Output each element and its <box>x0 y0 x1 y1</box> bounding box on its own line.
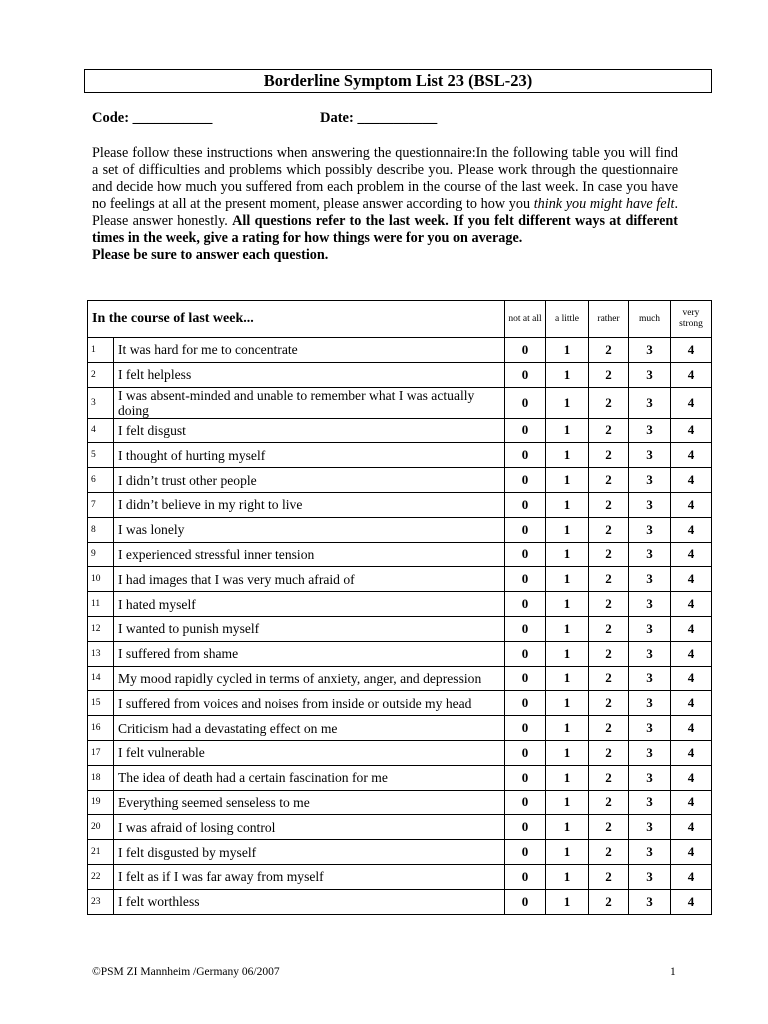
rating-option[interactable]: 0 <box>505 468 546 493</box>
rating-option[interactable]: 1 <box>546 418 589 443</box>
table-row <box>88 740 712 765</box>
instructions-bold-answer-all: Please be sure to answer each question. <box>92 247 329 263</box>
rating-option[interactable]: 3 <box>629 542 671 567</box>
rating-option[interactable]: 3 <box>629 641 671 666</box>
rating-option[interactable]: 0 <box>505 362 546 387</box>
item-number: 18 <box>88 765 114 790</box>
rating-option[interactable]: 3 <box>629 616 671 641</box>
instructions-text-end: . Please answer honestly. <box>92 196 678 229</box>
item-text: I thought of hurting myself <box>114 443 505 468</box>
rating-option[interactable]: 4 <box>671 864 712 889</box>
table-row <box>88 616 712 641</box>
rating-option[interactable]: 4 <box>671 840 712 865</box>
table-row <box>88 567 712 592</box>
instructions-bold-week: All questions refer to the last week. If you felt different ways at different times in the week, give a rating for how things were for you on average. <box>92 213 678 246</box>
rating-option[interactable]: 3 <box>629 864 671 889</box>
option-header: a little <box>546 301 589 338</box>
item-number: 3 <box>88 387 114 418</box>
rating-option[interactable]: 1 <box>546 864 589 889</box>
item-number: 20 <box>88 815 114 840</box>
instructions <box>92 145 678 264</box>
table-row <box>88 362 712 387</box>
item-number: 17 <box>88 740 114 765</box>
rating-option[interactable]: 2 <box>589 338 629 363</box>
rating-option[interactable]: 0 <box>505 418 546 443</box>
item-text: I hated myself <box>114 592 505 617</box>
rating-option[interactable]: 2 <box>589 691 629 716</box>
table-row <box>88 492 712 517</box>
table-row <box>88 691 712 716</box>
rating-option[interactable]: 3 <box>629 443 671 468</box>
table-row <box>88 840 712 865</box>
item-number: 1 <box>88 338 114 363</box>
rating-option[interactable]: 3 <box>629 691 671 716</box>
rating-option[interactable]: 2 <box>589 790 629 815</box>
rating-option[interactable]: 0 <box>505 387 546 418</box>
rating-option[interactable]: 1 <box>546 517 589 542</box>
item-number: 7 <box>88 492 114 517</box>
item-number: 19 <box>88 790 114 815</box>
rating-option[interactable]: 1 <box>546 740 589 765</box>
rating-option[interactable]: 1 <box>546 338 589 363</box>
rating-option[interactable]: 4 <box>671 517 712 542</box>
table-row <box>88 517 712 542</box>
rating-option[interactable]: 0 <box>505 592 546 617</box>
rating-option[interactable]: 4 <box>671 592 712 617</box>
questionnaire-table <box>87 300 712 915</box>
rating-option[interactable]: 2 <box>589 592 629 617</box>
option-header: much <box>629 301 671 338</box>
rating-option[interactable]: 2 <box>589 815 629 840</box>
instructions-text: Please follow these instructions when answering the questionnaire:In the following table you will find a set of difficulties and problems which possibly describe you. Please work through the questionnaire and decide how much you suffered from each problem in the course of the last week. In case you have no feelings at all at the present moment, please answer according to how you <box>92 145 678 212</box>
item-number: 2 <box>88 362 114 387</box>
code-field[interactable]: Code: ___________ <box>92 110 213 126</box>
rating-option[interactable]: 3 <box>629 765 671 790</box>
item-text: I felt as if I was far away from myself <box>114 864 505 889</box>
table-row <box>88 765 712 790</box>
item-text: I felt worthless <box>114 889 505 914</box>
item-text: I was afraid of losing control <box>114 815 505 840</box>
page-title: Borderline Symptom List 23 (BSL-23) <box>84 69 712 93</box>
rating-option[interactable]: 0 <box>505 641 546 666</box>
rating-option[interactable]: 3 <box>629 666 671 691</box>
item-number: 8 <box>88 517 114 542</box>
rating-option[interactable]: 1 <box>546 616 589 641</box>
item-text: I felt vulnerable <box>114 740 505 765</box>
rating-option[interactable]: 0 <box>505 666 546 691</box>
rating-option[interactable]: 0 <box>505 889 546 914</box>
rating-option[interactable]: 1 <box>546 443 589 468</box>
rating-option[interactable]: 3 <box>629 338 671 363</box>
item-text: I suffered from shame <box>114 641 505 666</box>
item-text: I felt disgusted by myself <box>114 840 505 865</box>
table-header-label: In the course of last week... <box>88 301 505 338</box>
table-row <box>88 443 712 468</box>
rating-option[interactable]: 1 <box>546 691 589 716</box>
rating-option[interactable]: 2 <box>589 418 629 443</box>
rating-option[interactable]: 3 <box>629 815 671 840</box>
footer-copyright: ©PSM ZI Mannheim /Germany 06/2007 <box>92 966 280 978</box>
rating-option[interactable]: 1 <box>546 387 589 418</box>
rating-option[interactable]: 0 <box>505 517 546 542</box>
rating-option[interactable]: 2 <box>589 666 629 691</box>
rating-option[interactable]: 4 <box>671 616 712 641</box>
rating-option[interactable]: 2 <box>589 567 629 592</box>
item-text: I didn’t believe in my right to live <box>114 492 505 517</box>
rating-option[interactable]: 0 <box>505 567 546 592</box>
rating-option[interactable]: 4 <box>671 387 712 418</box>
rating-option[interactable]: 4 <box>671 889 712 914</box>
rating-option[interactable]: 4 <box>671 815 712 840</box>
rating-option[interactable]: 1 <box>546 492 589 517</box>
table-row <box>88 716 712 741</box>
rating-option[interactable]: 2 <box>589 840 629 865</box>
rating-option[interactable]: 4 <box>671 666 712 691</box>
item-text: Everything seemed senseless to me <box>114 790 505 815</box>
rating-option[interactable]: 4 <box>671 740 712 765</box>
rating-option[interactable]: 1 <box>546 765 589 790</box>
rating-option[interactable]: 0 <box>505 443 546 468</box>
table-row <box>88 542 712 567</box>
item-text: I suffered from voices and noises from inside or outside my head <box>114 691 505 716</box>
rating-option[interactable]: 4 <box>671 468 712 493</box>
date-field[interactable]: Date: ___________ <box>320 110 438 126</box>
rating-option[interactable]: 0 <box>505 691 546 716</box>
rating-option[interactable]: 3 <box>629 492 671 517</box>
rating-option[interactable]: 4 <box>671 492 712 517</box>
rating-option[interactable]: 0 <box>505 765 546 790</box>
rating-option[interactable]: 4 <box>671 362 712 387</box>
rating-option[interactable]: 1 <box>546 641 589 666</box>
rating-option[interactable]: 4 <box>671 567 712 592</box>
table-row <box>88 418 712 443</box>
item-text: I was absent-minded and unable to remember what I was actually doing <box>114 387 505 418</box>
table-row <box>88 815 712 840</box>
rating-option[interactable]: 1 <box>546 468 589 493</box>
rating-option[interactable]: 1 <box>546 790 589 815</box>
item-number: 23 <box>88 889 114 914</box>
rating-option[interactable]: 0 <box>505 740 546 765</box>
table-row <box>88 790 712 815</box>
rating-option[interactable]: 3 <box>629 840 671 865</box>
rating-option[interactable]: 3 <box>629 740 671 765</box>
item-number: 22 <box>88 864 114 889</box>
item-number: 15 <box>88 691 114 716</box>
rating-option[interactable]: 0 <box>505 864 546 889</box>
instructions-italic: think you might have felt <box>533 196 675 212</box>
rating-option[interactable]: 1 <box>546 666 589 691</box>
option-header: very strong <box>671 301 712 338</box>
rating-option[interactable]: 3 <box>629 889 671 914</box>
rating-option[interactable]: 2 <box>589 362 629 387</box>
table-row <box>88 468 712 493</box>
rating-option[interactable]: 4 <box>671 641 712 666</box>
rating-option[interactable]: 2 <box>589 740 629 765</box>
item-number: 10 <box>88 567 114 592</box>
option-header: rather <box>589 301 629 338</box>
item-text: Criticism had a devastating effect on me <box>114 716 505 741</box>
rating-option[interactable]: 3 <box>629 567 671 592</box>
rating-option[interactable]: 2 <box>589 864 629 889</box>
item-text: The idea of death had a certain fascination for me <box>114 765 505 790</box>
rating-option[interactable]: 0 <box>505 338 546 363</box>
rating-option[interactable]: 3 <box>629 418 671 443</box>
item-number: 4 <box>88 418 114 443</box>
item-number: 9 <box>88 542 114 567</box>
item-number: 5 <box>88 443 114 468</box>
rating-option[interactable]: 3 <box>629 716 671 741</box>
item-text: My mood rapidly cycled in terms of anxiety, anger, and depression <box>114 666 505 691</box>
rating-option[interactable]: 4 <box>671 338 712 363</box>
item-number: 12 <box>88 616 114 641</box>
rating-option[interactable]: 1 <box>546 889 589 914</box>
option-header: not at all <box>505 301 546 338</box>
item-text: I was lonely <box>114 517 505 542</box>
rating-option[interactable]: 4 <box>671 542 712 567</box>
table-row <box>88 338 712 363</box>
table-row <box>88 592 712 617</box>
rating-option[interactable]: 1 <box>546 592 589 617</box>
rating-option[interactable]: 2 <box>589 492 629 517</box>
rating-option[interactable]: 2 <box>589 443 629 468</box>
rating-option[interactable]: 4 <box>671 443 712 468</box>
rating-option[interactable]: 0 <box>505 716 546 741</box>
rating-option[interactable]: 4 <box>671 765 712 790</box>
table-row <box>88 666 712 691</box>
rating-option[interactable]: 2 <box>589 616 629 641</box>
rating-option[interactable]: 0 <box>505 542 546 567</box>
item-text: I had images that I was very much afraid of <box>114 567 505 592</box>
rating-option[interactable]: 2 <box>589 765 629 790</box>
rating-option[interactable]: 0 <box>505 616 546 641</box>
table-row <box>88 889 712 914</box>
item-number: 6 <box>88 468 114 493</box>
rating-option[interactable]: 3 <box>629 362 671 387</box>
rating-option[interactable]: 4 <box>671 790 712 815</box>
item-number: 13 <box>88 641 114 666</box>
item-number: 14 <box>88 666 114 691</box>
item-text: I felt disgust <box>114 418 505 443</box>
rating-option[interactable]: 4 <box>671 716 712 741</box>
table-row <box>88 387 712 418</box>
rating-option[interactable]: 3 <box>629 592 671 617</box>
rating-option[interactable]: 2 <box>589 641 629 666</box>
rating-option[interactable]: 3 <box>629 468 671 493</box>
item-number: 16 <box>88 716 114 741</box>
rating-option[interactable]: 3 <box>629 387 671 418</box>
rating-option[interactable]: 2 <box>589 542 629 567</box>
page-number: 1 <box>670 966 676 978</box>
rating-option[interactable]: 2 <box>589 716 629 741</box>
item-number: 11 <box>88 592 114 617</box>
rating-option[interactable]: 3 <box>629 790 671 815</box>
item-text: It was hard for me to concentrate <box>114 338 505 363</box>
item-text: I experienced stressful inner tension <box>114 542 505 567</box>
rating-option[interactable]: 2 <box>589 387 629 418</box>
rating-option[interactable]: 3 <box>629 517 671 542</box>
table-row <box>88 864 712 889</box>
rating-option[interactable]: 1 <box>546 542 589 567</box>
rating-option[interactable]: 1 <box>546 362 589 387</box>
rating-option[interactable]: 1 <box>546 840 589 865</box>
table-row <box>88 641 712 666</box>
item-text: I wanted to punish myself <box>114 616 505 641</box>
rating-option[interactable]: 1 <box>546 567 589 592</box>
item-text: I felt helpless <box>114 362 505 387</box>
rating-option[interactable]: 4 <box>671 418 712 443</box>
rating-option[interactable]: 2 <box>589 517 629 542</box>
rating-option[interactable]: 2 <box>589 889 629 914</box>
item-number: 21 <box>88 840 114 865</box>
rating-option[interactable]: 0 <box>505 840 546 865</box>
rating-option[interactable]: 4 <box>671 691 712 716</box>
rating-option[interactable]: 1 <box>546 716 589 741</box>
rating-option[interactable]: 0 <box>505 492 546 517</box>
rating-option[interactable]: 0 <box>505 815 546 840</box>
item-text: I didn’t trust other people <box>114 468 505 493</box>
rating-option[interactable]: 1 <box>546 815 589 840</box>
rating-option[interactable]: 2 <box>589 468 629 493</box>
rating-option[interactable]: 0 <box>505 790 546 815</box>
